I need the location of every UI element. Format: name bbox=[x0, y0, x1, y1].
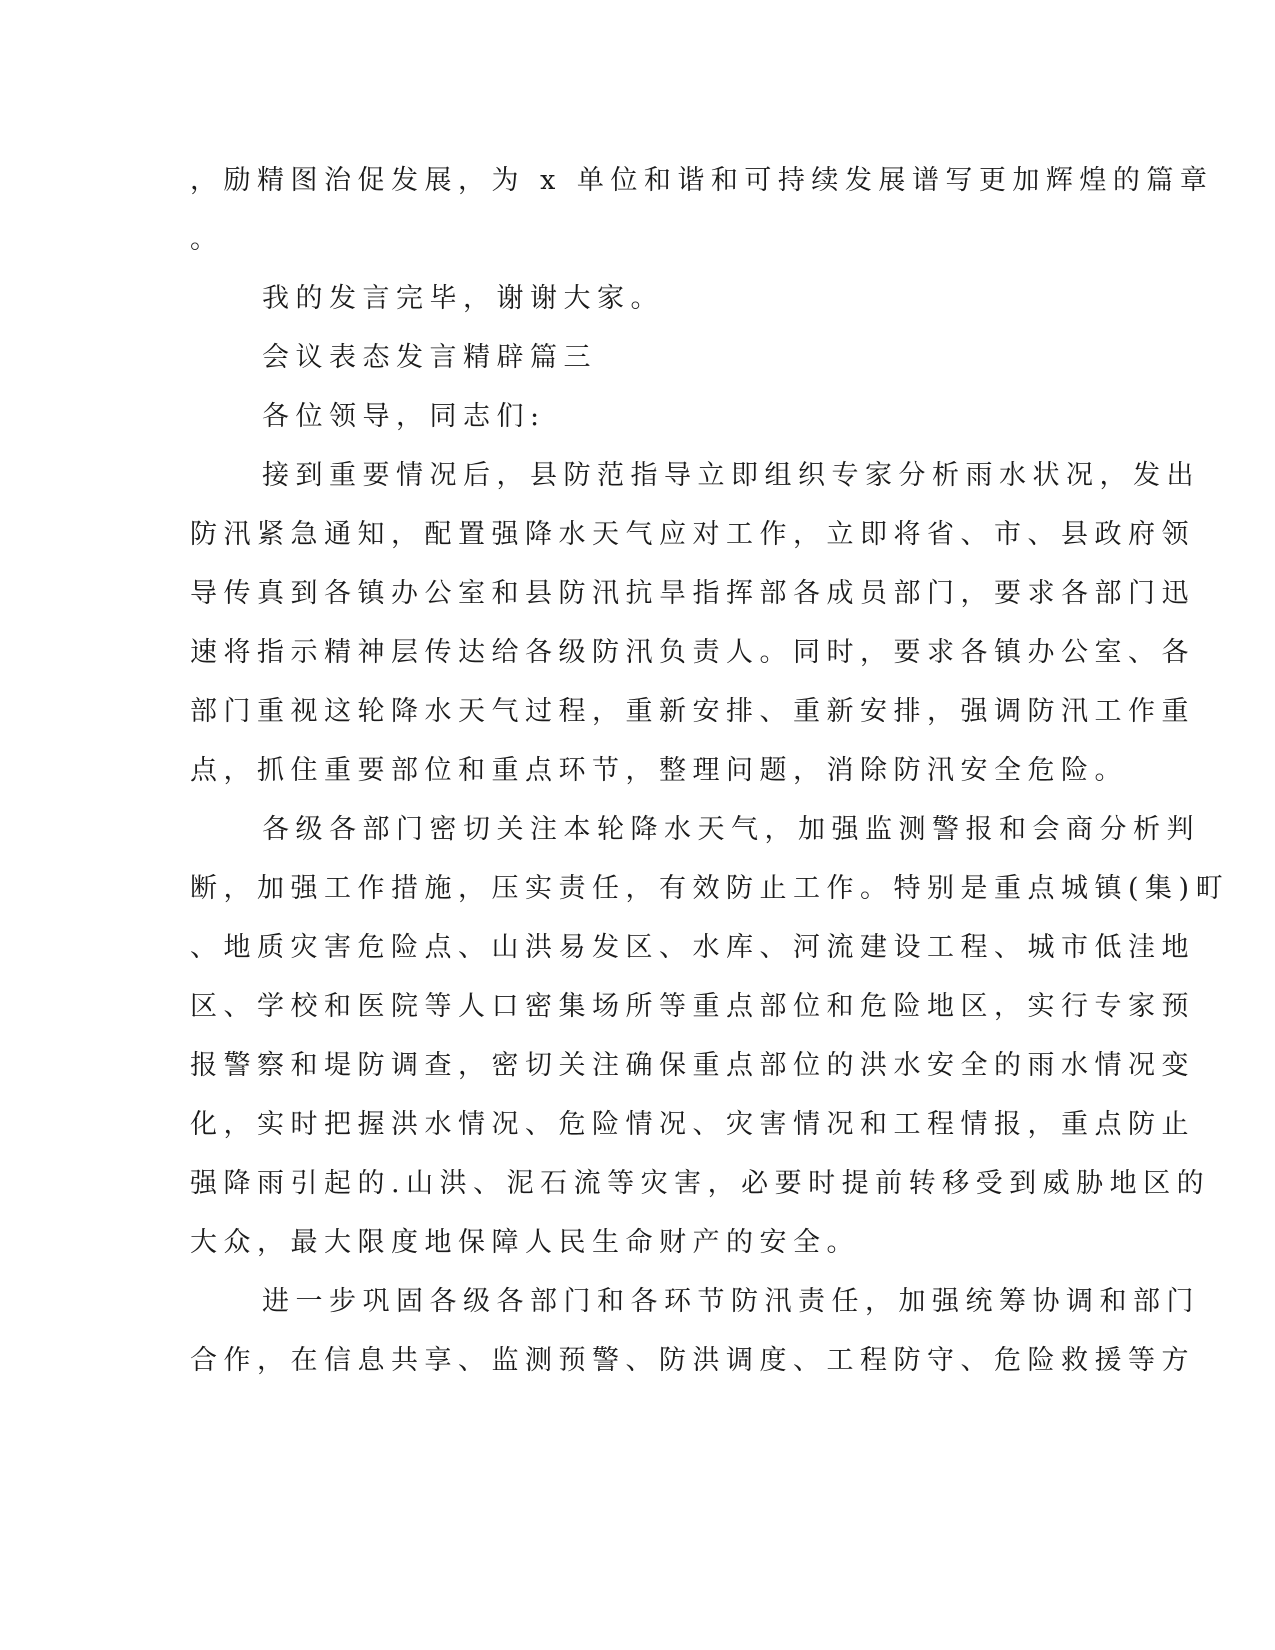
text-line: 各级各部门密切关注本轮降水天气，加强监测警报和会商分析判 bbox=[262, 814, 1200, 845]
text-line: 我的发言完毕，谢谢大家。 bbox=[262, 283, 664, 314]
text-line: 点，抓住重要部位和重点环节，整理问题，消除防汛安全危险。 bbox=[190, 755, 1128, 786]
text-line: 合作，在信息共享、监测预警、防洪调度、工程防守、危险救援等方 bbox=[190, 1345, 1195, 1376]
text-line: 报警察和堤防调查，密切关注确保重点部位的洪水安全的雨水情况变 bbox=[190, 1050, 1195, 1081]
text-line: 接到重要情况后，县防范指导立即组织专家分析雨水状况，发出 bbox=[262, 460, 1200, 491]
text-line: 大众，最大限度地保障人民生命财产的安全。 bbox=[190, 1227, 860, 1258]
text-line: 部门重视这轮降水天气过程，重新安排、重新安排，强调防汛工作重 bbox=[190, 696, 1195, 727]
text-line: 速将指示精神层传达给各级防汛负责人。同时，要求各镇办公室、各 bbox=[190, 637, 1195, 668]
text-line: 断，加强工作措施，压实责任，有效防止工作。特别是重点城镇(集)町 bbox=[190, 873, 1230, 904]
text-line: ，励精图治促发展，为 x 单位和谐和可持续发展谱写更加辉煌的篇章 bbox=[190, 165, 1214, 196]
section-heading: 会议表态发言精辟篇三 bbox=[262, 342, 597, 373]
text-line: 防汛紧急通知，配置强降水天气应对工作，立即将省、市、县政府领 bbox=[190, 519, 1195, 550]
text-line: 。 bbox=[190, 224, 224, 255]
salutation: 各位领导，同志们: bbox=[262, 401, 546, 432]
text-line: 化，实时把握洪水情况、危险情况、灾害情况和工程情报，重点防止 bbox=[190, 1109, 1195, 1140]
text-line: 导传真到各镇办公室和县防汛抗旱指挥部各成员部门，要求各部门迅 bbox=[190, 578, 1195, 609]
text-line: 区、学校和医院等人口密集场所等重点部位和危险地区，实行专家预 bbox=[190, 991, 1195, 1022]
text-line: 进一步巩固各级各部门和各环节防汛责任，加强统筹协调和部门 bbox=[262, 1286, 1200, 1317]
text-line: 强降雨引起的.山洪、泥石流等灾害，必要时提前转移受到威胁地区的 bbox=[190, 1168, 1211, 1199]
text-line: 、地质灾害危险点、山洪易发区、水库、河流建设工程、城市低洼地 bbox=[190, 932, 1195, 963]
